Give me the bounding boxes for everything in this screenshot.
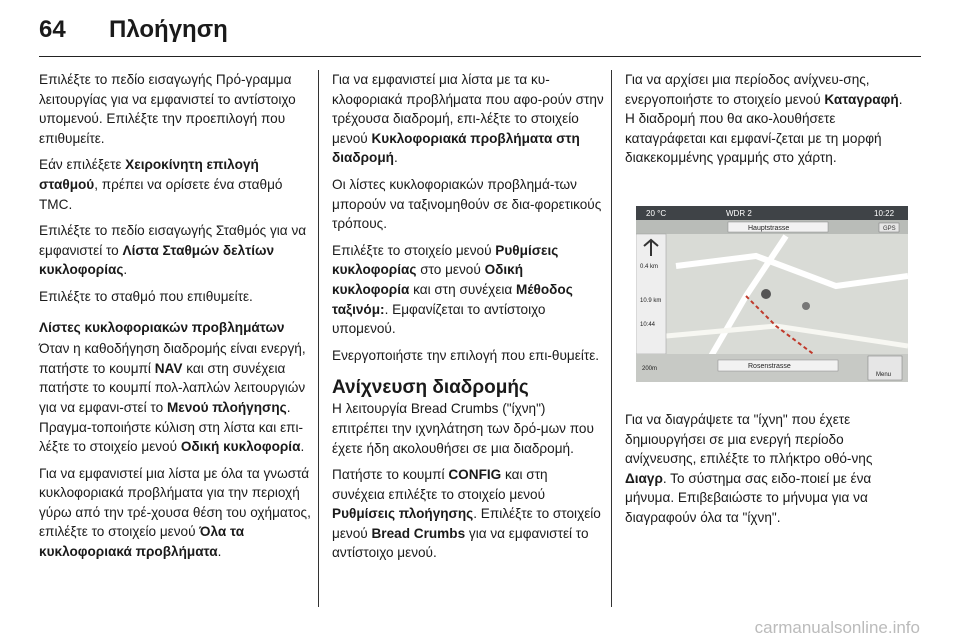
- page-header: [39, 12, 921, 57]
- button-name: NAV: [154, 360, 183, 376]
- menu-option: Μέθοδος ταξινόμ:: [332, 281, 573, 317]
- text: Για να διαγράψετε τα "ίχνη" που έχετε δημιουργήσει σε μια ενεργή περίοδο ανίχνευσης, επιλέξτε το πλήκτρο οθό-νης: [625, 411, 873, 467]
- text: και στη συνέχεια: [409, 281, 517, 297]
- paragraph: Ενεργοποιήστε την επιλογή που επι-θυμείτε.: [332, 347, 600, 363]
- text: και στη συνέχεια πατήστε το κουμπί πολ-λαπλών λειτουργιών για να εμφανι-στεί το: [39, 360, 306, 415]
- text: Για να αρχίσει μια περίοδος ανίχνευ-σης, ενεργοποιήστε το στοιχείο μενού: [625, 72, 870, 107]
- column-2: [332, 70, 604, 570]
- text: . Το σύστημα σας ειδο-ποιεί με ένα μήνυμα. Επιβεβαιώστε το μήνυμα για να διαγραφούν όλα τα "ίχνη".: [625, 470, 872, 525]
- paragraph: Οι λίστες κυκλοφοριακών προβλημά-των μπορούν να ταξινομηθούν σε δια-φορετικούς τρόπους.: [332, 176, 602, 232]
- text: Εάν επιλέξετε: [39, 157, 126, 173]
- paragraph: [332, 241, 604, 339]
- distance-to-turn: 0.4 km: [640, 263, 659, 270]
- gps-indicator: GPS: [883, 225, 896, 232]
- paragraph: [332, 70, 604, 168]
- button-name: CONFIG: [448, 467, 502, 483]
- section-heading: Λίστες κυκλοφοριακών προβλημάτων: [39, 319, 285, 335]
- text: Για να εμφανιστεί μια λίστα με όλα τα γνωστά κυκλοφοριακά προβλήματα για την περιοχή γύρω από την τρέ-χουσα θέση του οχήματος, επιλέξτε το στοιχείο μενού: [39, 465, 311, 540]
- menu-option: Bread Crumbs: [371, 525, 466, 541]
- text: και στη συνέχεια επιλέξτε το στοιχείο μενού: [332, 467, 548, 502]
- map-scale: 200m: [642, 365, 658, 372]
- column-divider: [318, 70, 319, 607]
- section-heading: Ανίχνευση διαδρομής: [332, 377, 529, 399]
- paragraph: [39, 464, 311, 562]
- text: . Η διαδρομή που θα ακο-λουθήσετε καταγράφεται και εμφανί-ζεται με τη μορφή διακεκομμένης γραμμής στο χάρτη.: [625, 91, 903, 166]
- paragraph: [625, 410, 915, 528]
- text: Επιλέξτε το πεδίο εισαγωγής Σταθμός για να εμφανιστεί το: [39, 223, 307, 258]
- page-number: 64: [39, 16, 66, 43]
- paragraph: Η λειτουργία Bread Crumbs ("ίχνη") επιτρέπει την ιχνηλάτηση των δρό-μων που έχετε ήδη ακολουθήσει σε μια διαδρομή.: [332, 401, 594, 456]
- menu-option: Ρυθμίσεις κυκλοφορίας: [332, 242, 559, 278]
- menu-option: Οδική κυκλοφορία: [180, 439, 301, 455]
- navigation-screen-illustration: [636, 206, 908, 382]
- paragraph: [39, 221, 311, 280]
- paragraph: Επιλέξτε το πεδίο εισαγωγής Πρό-γραμμα λειτουργίας για να εμφανιστεί το αντίστοιχο υπομενού. Επιλέξτε την προεπιλογή που επιθυμείτε.: [39, 72, 296, 146]
- menu-option: Οδική κυκλοφορία: [332, 262, 524, 297]
- menu-option: Λίστα Σταθμών δελτίων κυκλοφορίας: [39, 242, 275, 278]
- text: , πρέπει να ορίσετε ένα σταθμό TMC.: [39, 176, 283, 212]
- menu-option: Όλα τα κυκλοφοριακά προβλήματα: [39, 524, 245, 560]
- paragraph: [332, 465, 604, 563]
- menu-option: Καταγραφή: [824, 91, 899, 107]
- text: στο μενού: [416, 262, 485, 278]
- street-name-bottom: Rosenstrasse: [748, 362, 791, 370]
- text: .: [217, 544, 222, 560]
- text: Για να εμφανιστεί μια λίστα με τα κυ-κλοφοριακά προβλήματα που αφο-ρούν στην τρέχουσα διαδρομή, επι-λέξτε το στοιχείο μενού: [332, 72, 604, 146]
- page-title: Πλοήγηση: [109, 16, 228, 43]
- text: .: [300, 439, 305, 455]
- text: . Επιλέξτε το στοιχείο μενού: [332, 506, 601, 541]
- text: Επιλέξτε το στοιχείο μενού: [332, 242, 496, 258]
- clock: 10:22: [874, 208, 895, 218]
- menu-option: Μενού πλοήγησης: [166, 399, 287, 415]
- menu-button: Menu: [876, 371, 892, 378]
- menu-option: Χειροκίνητη επιλογή σταθμού: [39, 157, 259, 192]
- button-name: Διαγρ: [625, 470, 663, 486]
- text: . Εμφανίζεται το αντίστοιχο υπομενού.: [332, 301, 546, 337]
- watermark: carmanualsonline.info: [754, 618, 920, 637]
- menu-option: Κυκλοφοριακά προβλήματα στη διαδρομή: [332, 130, 580, 166]
- menu-option: Ρυθμίσεις πλοήγησης: [332, 506, 474, 522]
- column-1: [39, 70, 311, 569]
- radio-station: WDR 2: [726, 208, 752, 218]
- text: Πατήστε το κουμπί: [332, 467, 449, 483]
- street-name-top: Hauptstrasse: [748, 224, 790, 232]
- paragraph: [625, 70, 915, 168]
- column-3: [625, 70, 915, 535]
- map-display: [636, 206, 908, 382]
- column-divider: [611, 70, 612, 607]
- paragraph: [39, 339, 311, 457]
- text: . Πραγμα-τοποιήστε κύλιση στη λίστα και επι-λέξτε το στοιχείο μενού: [39, 399, 304, 455]
- text: .: [123, 262, 128, 278]
- distance-remaining: 10.9 km: [640, 297, 662, 304]
- paragraph: Επιλέξτε το σταθμό που επιθυμείτε.: [39, 288, 253, 304]
- arrival-time: 10:44: [640, 321, 656, 328]
- text: .: [393, 150, 398, 166]
- paragraph: [39, 155, 311, 214]
- text: για να εμφανιστεί το αντίστοιχο μενού.: [332, 525, 589, 561]
- text: Όταν η καθοδήγηση διαδρομής είναι ενεργή, πατήστε το κουμπί: [39, 341, 306, 376]
- temperature-readout: 20 °C: [646, 208, 667, 218]
